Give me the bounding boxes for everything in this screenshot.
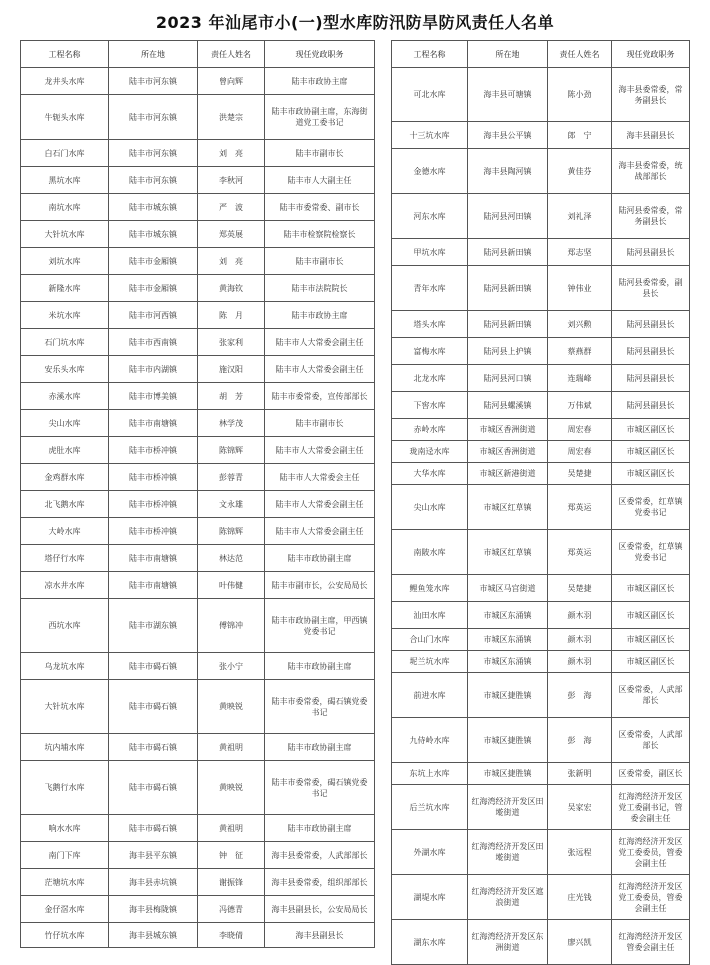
table-row	[21, 194, 375, 221]
cell-responsible-person: 谢振锋	[198, 869, 265, 896]
table-body	[392, 68, 690, 965]
cell-responsible-person: 颜木羽	[548, 651, 612, 673]
cell-responsible-person: 彭蓉青	[198, 464, 265, 491]
table-row	[21, 167, 375, 194]
cell-current-position: 市城区副区长	[612, 463, 690, 485]
table-row	[392, 266, 690, 311]
cell-location: 陆丰市桥冲镇	[109, 491, 198, 518]
cell-location: 陆丰市河东镇	[109, 140, 198, 167]
cell-current-position: 市城区副区长	[612, 419, 690, 441]
table-row	[21, 95, 375, 140]
table-row	[21, 923, 375, 948]
cell-location: 市城区新港街道	[468, 463, 548, 485]
table-header	[21, 41, 375, 68]
cell-location: 海丰县公平镇	[468, 122, 548, 149]
cell-responsible-person: 胡 芳	[198, 383, 265, 410]
cell-project-name: 刘坑水库	[21, 248, 109, 275]
cell-responsible-person: 郎 宁	[548, 122, 612, 149]
cell-current-position: 陆丰市副市长	[265, 140, 375, 167]
cell-responsible-person: 黄佳芬	[548, 149, 612, 194]
table-body	[21, 68, 375, 948]
cell-current-position: 陆丰市人大常委会副主任	[265, 491, 375, 518]
cell-project-name: 南门下库	[21, 842, 109, 869]
cell-location: 海丰县赤坑镇	[109, 869, 198, 896]
cell-responsible-person: 严 波	[198, 194, 265, 221]
table-row	[21, 275, 375, 302]
cell-current-position: 陆丰市政协主席	[265, 302, 375, 329]
header-responsible-person: 责任人姓名	[548, 41, 612, 68]
cell-location: 陆丰市碣石镇	[109, 653, 198, 680]
roster-table-right	[391, 40, 690, 965]
cell-project-name: 金德水库	[392, 149, 468, 194]
cell-location: 市城区东涌镇	[468, 651, 548, 673]
cell-location: 陆丰市南塘镇	[109, 545, 198, 572]
table-row	[21, 869, 375, 896]
cell-current-position: 区委常委，人武部部长	[612, 718, 690, 763]
cell-project-name: 前进水库	[392, 673, 468, 718]
cell-responsible-person: 黄映锐	[198, 761, 265, 815]
table-row	[21, 356, 375, 383]
cell-current-position: 红海湾经济开发区党工委委员，管委会副主任	[612, 830, 690, 875]
table-row	[21, 653, 375, 680]
cell-current-position: 陆丰市人大常委会副主任	[265, 356, 375, 383]
table-row	[21, 491, 375, 518]
cell-project-name: 十三坑水库	[392, 122, 468, 149]
table-row	[21, 680, 375, 734]
cell-location: 陆丰市桥冲镇	[109, 437, 198, 464]
table-row	[392, 651, 690, 673]
cell-current-position: 陆丰市副市长	[265, 248, 375, 275]
cell-location: 陆河县新田镇	[468, 266, 548, 311]
cell-project-name: 金仔滘水库	[21, 896, 109, 923]
cell-current-position: 陆丰市人大常委会副主任	[265, 518, 375, 545]
cell-project-name: 河东水库	[392, 194, 468, 239]
cell-project-name: 西坑水库	[21, 599, 109, 653]
cell-location: 海丰县平东镇	[109, 842, 198, 869]
cell-project-name: 大针坑水库	[21, 221, 109, 248]
cell-location: 市城区红草镇	[468, 530, 548, 575]
cell-location: 陆河县河田镇	[468, 194, 548, 239]
cell-project-name: 坭兰坑水库	[392, 651, 468, 673]
table-row	[21, 383, 375, 410]
cell-location: 陆丰市河东镇	[109, 95, 198, 140]
cell-project-name: 响水水库	[21, 815, 109, 842]
cell-responsible-person: 彭 海	[548, 673, 612, 718]
cell-location: 市城区东涌镇	[468, 629, 548, 651]
cell-location: 红海湾经济开发区东洲街道	[468, 920, 548, 965]
cell-location: 红海湾经济开发区田墘街道	[468, 830, 548, 875]
cell-responsible-person: 廖兴凯	[548, 920, 612, 965]
cell-location: 陆丰市博美镇	[109, 383, 198, 410]
cell-project-name: 牛轭头水库	[21, 95, 109, 140]
cell-project-name: 尖山水库	[392, 485, 468, 530]
cell-responsible-person: 陈锦辉	[198, 518, 265, 545]
header-project-name: 工程名称	[392, 41, 468, 68]
cell-location: 陆丰市湖东镇	[109, 599, 198, 653]
cell-current-position: 海丰县副县长，公安局局长	[265, 896, 375, 923]
cell-project-name: 后兰坑水库	[392, 785, 468, 830]
cell-current-position: 陆丰市政协主席	[265, 68, 375, 95]
cell-current-position: 陆河县委常委，副县长	[612, 266, 690, 311]
cell-current-position: 陆丰市法院院长	[265, 275, 375, 302]
cell-current-position: 陆丰市政协副主席	[265, 545, 375, 572]
cell-responsible-person: 陈 月	[198, 302, 265, 329]
cell-responsible-person: 刘 亮	[198, 140, 265, 167]
table-row	[21, 518, 375, 545]
cell-location: 市城区捷胜镇	[468, 673, 548, 718]
table-row	[392, 365, 690, 392]
cell-responsible-person: 蔡燕群	[548, 338, 612, 365]
cell-project-name: 安乐头水库	[21, 356, 109, 383]
cell-current-position: 海丰县副县长	[612, 122, 690, 149]
cell-current-position: 区委常委，人武部部长	[612, 673, 690, 718]
cell-responsible-person: 黄海钦	[198, 275, 265, 302]
cell-location: 市城区东涌镇	[468, 602, 548, 629]
cell-location: 市城区捷胜镇	[468, 763, 548, 785]
cell-current-position: 陆丰市政协副主席，甲西镇党委书记	[265, 599, 375, 653]
cell-location: 陆丰市南塘镇	[109, 410, 198, 437]
cell-responsible-person: 郑英运	[548, 485, 612, 530]
table-row	[392, 920, 690, 965]
table-row	[392, 530, 690, 575]
cell-location: 陆丰市河东镇	[109, 68, 198, 95]
cell-project-name: 凉水井水库	[21, 572, 109, 599]
cell-project-name: 北飞鹅水库	[21, 491, 109, 518]
table-row	[21, 896, 375, 923]
cell-responsible-person: 黄映锐	[198, 680, 265, 734]
cell-location: 海丰县可塘镇	[468, 68, 548, 122]
cell-location: 市城区香洲街道	[468, 419, 548, 441]
table-row	[392, 875, 690, 920]
cell-responsible-person: 张小宁	[198, 653, 265, 680]
table-row	[392, 338, 690, 365]
table-row	[21, 248, 375, 275]
cell-project-name: 湖东水库	[392, 920, 468, 965]
table-row	[392, 575, 690, 602]
page-title: 2023 年汕尾市小(一)型水库防汛防旱防风责任人名单	[155, 13, 555, 32]
cell-current-position: 陆河县委常委，常务副县长	[612, 194, 690, 239]
cell-project-name: 赤岭水库	[392, 419, 468, 441]
cell-current-position: 陆丰市政协副主席	[265, 734, 375, 761]
cell-location: 陆河县螺溪镇	[468, 392, 548, 419]
cell-current-position: 市城区副区长	[612, 575, 690, 602]
cell-current-position: 海丰县委常委，组织部部长	[265, 869, 375, 896]
cell-responsible-person: 黄祖明	[198, 815, 265, 842]
cell-responsible-person: 吴楚捷	[548, 575, 612, 602]
cell-current-position: 海丰县委常委，统战部部长	[612, 149, 690, 194]
cell-location: 市城区红草镇	[468, 485, 548, 530]
cell-responsible-person: 曾向辉	[198, 68, 265, 95]
table-row	[392, 673, 690, 718]
cell-project-name: 大岭水库	[21, 518, 109, 545]
cell-responsible-person: 钟 征	[198, 842, 265, 869]
cell-project-name: 虎肚水库	[21, 437, 109, 464]
cell-location: 陆丰市金厢镇	[109, 248, 198, 275]
table-row	[392, 763, 690, 785]
cell-location: 市城区香洲街道	[468, 441, 548, 463]
table-row	[21, 599, 375, 653]
cell-responsible-person: 林学茂	[198, 410, 265, 437]
roster-table-left	[20, 40, 375, 948]
cell-responsible-person: 周宏春	[548, 419, 612, 441]
cell-responsible-person: 张新明	[548, 763, 612, 785]
cell-project-name: 南陂水库	[392, 530, 468, 575]
cell-responsible-person: 陈小劲	[548, 68, 612, 122]
cell-current-position: 陆丰市委常委、副市长	[265, 194, 375, 221]
cell-responsible-person: 郑英运	[548, 530, 612, 575]
cell-current-position: 陆丰市政协副主席	[265, 653, 375, 680]
cell-responsible-person: 刘礼泽	[548, 194, 612, 239]
table-row	[21, 761, 375, 815]
cell-current-position: 市城区副区长	[612, 602, 690, 629]
cell-current-position: 陆丰市人大常委会副主任	[265, 329, 375, 356]
cell-responsible-person: 郑志坚	[548, 239, 612, 266]
cell-location: 陆丰市南塘镇	[109, 572, 198, 599]
cell-project-name: 乌龙坑水库	[21, 653, 109, 680]
cell-location: 陆河县上护镇	[468, 338, 548, 365]
header-location: 所在地	[468, 41, 548, 68]
cell-location: 海丰县城东镇	[109, 923, 198, 948]
cell-location: 陆河县河口镇	[468, 365, 548, 392]
cell-location: 陆河县新田镇	[468, 311, 548, 338]
cell-responsible-person: 陈锦辉	[198, 437, 265, 464]
cell-responsible-person: 周宏春	[548, 441, 612, 463]
table-row	[21, 545, 375, 572]
cell-location: 陆丰市西南镇	[109, 329, 198, 356]
header-current-position: 现任党政职务	[265, 41, 375, 68]
cell-responsible-person: 连瑞峰	[548, 365, 612, 392]
cell-location: 陆丰市城东镇	[109, 194, 198, 221]
cell-current-position: 陆河县副县长	[612, 392, 690, 419]
cell-current-position: 陆丰市人大副主任	[265, 167, 375, 194]
cell-current-position: 红海湾经济开发区党工委副书记，管委会副主任	[612, 785, 690, 830]
table-row	[392, 629, 690, 651]
cell-current-position: 陆丰市委常委，宣传部部长	[265, 383, 375, 410]
cell-project-name: 竹仔坑水库	[21, 923, 109, 948]
cell-responsible-person: 施汉阳	[198, 356, 265, 383]
cell-current-position: 陆丰市委常委，碣石镇党委书记	[265, 761, 375, 815]
header-responsible-person: 责任人姓名	[198, 41, 265, 68]
cell-responsible-person: 颜木羽	[548, 602, 612, 629]
cell-responsible-person: 张家利	[198, 329, 265, 356]
cell-location: 陆丰市河东镇	[109, 167, 198, 194]
cell-project-name: 青年水库	[392, 266, 468, 311]
cell-project-name: 九侍岭水库	[392, 718, 468, 763]
cell-responsible-person: 刘 亮	[198, 248, 265, 275]
cell-current-position: 区委常委，红草镇党委书记	[612, 485, 690, 530]
table-header	[392, 41, 690, 68]
table-row	[392, 392, 690, 419]
cell-location: 红海湾经济开发区田墘街道	[468, 785, 548, 830]
cell-current-position: 陆丰市人大常委会副主任	[265, 437, 375, 464]
cell-project-name: 米坑水库	[21, 302, 109, 329]
cell-location: 红海湾经济开发区遮浪街道	[468, 875, 548, 920]
cell-project-name: 富梅水库	[392, 338, 468, 365]
cell-responsible-person: 文永雄	[198, 491, 265, 518]
table-row	[392, 194, 690, 239]
cell-current-position: 海丰县委常委，常务副县长	[612, 68, 690, 122]
table-row	[21, 410, 375, 437]
table-row	[392, 441, 690, 463]
cell-project-name: 可北水库	[392, 68, 468, 122]
cell-responsible-person: 叶伟健	[198, 572, 265, 599]
cell-project-name: 塔仔行水库	[21, 545, 109, 572]
cell-responsible-person: 颜木羽	[548, 629, 612, 651]
cell-responsible-person: 黄祖明	[198, 734, 265, 761]
cell-responsible-person: 庄光钱	[548, 875, 612, 920]
table-row	[21, 464, 375, 491]
cell-project-name: 外湖水库	[392, 830, 468, 875]
cell-responsible-person: 冯德青	[198, 896, 265, 923]
cell-location: 陆丰市碣石镇	[109, 815, 198, 842]
table-row	[21, 329, 375, 356]
header-project-name: 工程名称	[21, 41, 109, 68]
cell-responsible-person: 林达范	[198, 545, 265, 572]
cell-project-name: 鲤鱼笼水库	[392, 575, 468, 602]
cell-project-name: 湖堤水库	[392, 875, 468, 920]
table-row	[392, 830, 690, 875]
table-row	[21, 68, 375, 95]
cell-location: 陆丰市碣石镇	[109, 734, 198, 761]
cell-current-position: 区委常委，副区长	[612, 763, 690, 785]
table-row	[392, 311, 690, 338]
cell-current-position: 陆河县副县长	[612, 239, 690, 266]
cell-current-position: 红海湾经济开发区党工委委员，管委会副主任	[612, 875, 690, 920]
cell-current-position: 海丰县委常委，人武部部长	[265, 842, 375, 869]
header-location: 所在地	[109, 41, 198, 68]
cell-project-name: 龙井头水库	[21, 68, 109, 95]
cell-responsible-person: 吴家宏	[548, 785, 612, 830]
cell-current-position: 陆河县副县长	[612, 338, 690, 365]
table-row	[392, 602, 690, 629]
cell-current-position: 陆丰市检察院检察长	[265, 221, 375, 248]
cell-project-name: 合山门水库	[392, 629, 468, 651]
table-row	[392, 239, 690, 266]
cell-current-position: 海丰县副县长	[265, 923, 375, 948]
table-row	[21, 815, 375, 842]
cell-location: 海丰县陶河镇	[468, 149, 548, 194]
cell-responsible-person: 吴楚捷	[548, 463, 612, 485]
cell-current-position: 陆河县副县长	[612, 365, 690, 392]
cell-project-name: 东坑上水库	[392, 763, 468, 785]
cell-current-position: 陆丰市政协副主席，东海街道党工委书记	[265, 95, 375, 140]
cell-project-name: 黑坑水库	[21, 167, 109, 194]
table-row	[392, 149, 690, 194]
table-row	[21, 140, 375, 167]
table-row	[21, 572, 375, 599]
cell-project-name: 塔头水库	[392, 311, 468, 338]
cell-current-position: 陆河县副县长	[612, 311, 690, 338]
cell-project-name: 新隆水库	[21, 275, 109, 302]
cell-current-position: 市城区副区长	[612, 629, 690, 651]
cell-location: 海丰县梅陇镇	[109, 896, 198, 923]
cell-location: 陆丰市碣石镇	[109, 680, 198, 734]
table-row	[392, 785, 690, 830]
cell-current-position: 陆丰市副市长，公安局局长	[265, 572, 375, 599]
cell-responsible-person: 李秋河	[198, 167, 265, 194]
cell-responsible-person: 钟伟业	[548, 266, 612, 311]
cell-project-name: 飞鹅行水库	[21, 761, 109, 815]
cell-current-position: 陆丰市人大常委会主任	[265, 464, 375, 491]
cell-current-position: 陆丰市委常委，碣石镇党委书记	[265, 680, 375, 734]
cell-project-name: 北龙水库	[392, 365, 468, 392]
cell-location: 陆丰市碣石镇	[109, 761, 198, 815]
cell-location: 陆丰市城东镇	[109, 221, 198, 248]
cell-responsible-person: 张远程	[548, 830, 612, 875]
table-row	[21, 734, 375, 761]
header-current-position: 现任党政职务	[612, 41, 690, 68]
table-row	[392, 419, 690, 441]
cell-location: 陆丰市金厢镇	[109, 275, 198, 302]
table-row	[21, 437, 375, 464]
cell-responsible-person: 郑英展	[198, 221, 265, 248]
table-row	[392, 485, 690, 530]
cell-project-name: 汕田水库	[392, 602, 468, 629]
table-row	[392, 122, 690, 149]
table-row	[392, 463, 690, 485]
cell-project-name: 金鸡群水库	[21, 464, 109, 491]
table-row	[21, 842, 375, 869]
table-row	[21, 302, 375, 329]
cell-project-name: 大华水库	[392, 463, 468, 485]
cell-project-name: 下窖水库	[392, 392, 468, 419]
cell-project-name: 珑南迳水库	[392, 441, 468, 463]
cell-project-name: 白石门水库	[21, 140, 109, 167]
table-row	[392, 718, 690, 763]
cell-current-position: 红海湾经济开发区管委会副主任	[612, 920, 690, 965]
cell-current-position: 市城区副区长	[612, 441, 690, 463]
cell-responsible-person: 彭 海	[548, 718, 612, 763]
cell-location: 陆丰市内湖镇	[109, 356, 198, 383]
cell-responsible-person: 万伟斌	[548, 392, 612, 419]
cell-current-position: 陆丰市政协副主席	[265, 815, 375, 842]
cell-responsible-person: 刘兴勲	[548, 311, 612, 338]
cell-location: 陆丰市河西镇	[109, 302, 198, 329]
cell-location: 陆河县新田镇	[468, 239, 548, 266]
cell-location: 陆丰市桥冲镇	[109, 464, 198, 491]
cell-responsible-person: 洪楚宗	[198, 95, 265, 140]
cell-project-name: 石门坑水库	[21, 329, 109, 356]
cell-project-name: 南坑水库	[21, 194, 109, 221]
cell-location: 市城区捷胜镇	[468, 718, 548, 763]
cell-project-name: 甲坑水库	[392, 239, 468, 266]
cell-project-name: 赤溪水库	[21, 383, 109, 410]
cell-project-name: 坑内埔水库	[21, 734, 109, 761]
cell-project-name: 尖山水库	[21, 410, 109, 437]
table-row	[21, 221, 375, 248]
cell-project-name: 大针坑水库	[21, 680, 109, 734]
cell-current-position: 区委常委，红草镇党委书记	[612, 530, 690, 575]
cell-project-name: 茫塘坑水库	[21, 869, 109, 896]
cell-location: 陆丰市桥冲镇	[109, 518, 198, 545]
table-row	[392, 68, 690, 122]
cell-current-position: 陆丰市副市长	[265, 410, 375, 437]
cell-responsible-person: 李晓倩	[198, 923, 265, 948]
cell-current-position: 市城区副区长	[612, 651, 690, 673]
cell-responsible-person: 傅锦冲	[198, 599, 265, 653]
cell-location: 市城区马宫街道	[468, 575, 548, 602]
